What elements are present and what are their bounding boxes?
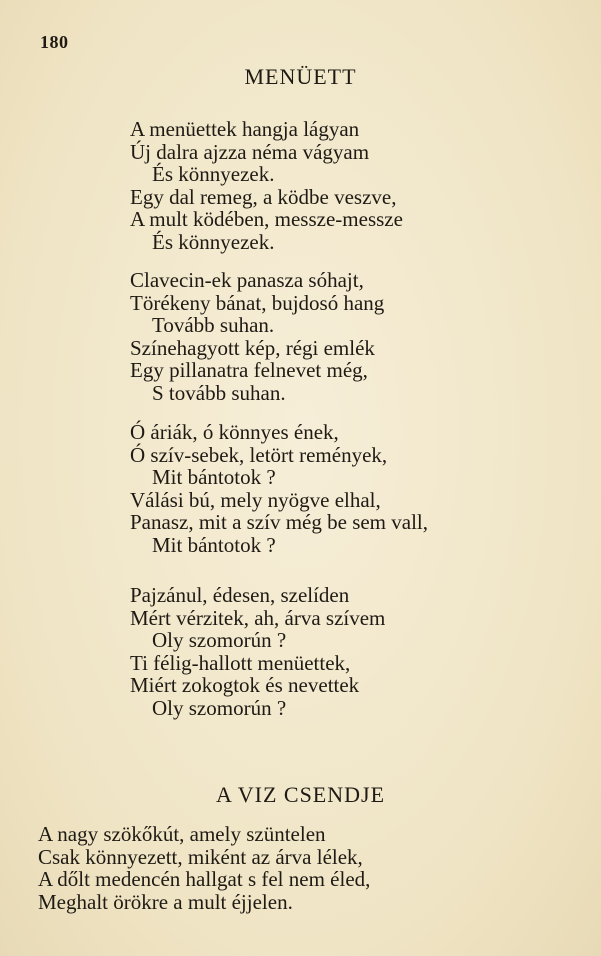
poem-title-menuett: MENÜETT: [244, 64, 357, 89]
verse-line: Színehagyott kép, régi emlék: [130, 335, 375, 360]
verse-line: Pajzánul, édesen, szelíden: [130, 583, 350, 607]
stanza-4: [130, 584, 385, 719]
verse-line: S tovább suhan.: [152, 380, 286, 405]
verse-line: Tovább suhan.: [152, 313, 275, 337]
verse-line: Egy pillanatra felnevet még,: [130, 358, 368, 382]
verse-line: A dőlt medencén hallgat s fel nem éled,: [38, 867, 371, 891]
stanza-viz-csendje: [38, 823, 370, 913]
verse-line: A mult ködében, messze-messze: [130, 207, 403, 231]
verse-line: Ó szív-sebek, letört remények,: [130, 442, 388, 467]
verse-line: Új dalra ajzza néma vágyam: [130, 139, 370, 164]
verse-line: A menüettek hangja lágyan: [130, 117, 360, 141]
verse-line: Oly szomorún ?: [152, 628, 287, 652]
verse-line: És könnyezek.: [152, 229, 275, 254]
verse-line: Clavecin-ek panasza sóhajt,: [130, 268, 364, 292]
verse-line: Csak könnyezett, miként az árva lélek,: [38, 844, 363, 869]
verse-line: Panasz, mit a szív még be sem vall,: [130, 510, 429, 534]
verse-line: Mit bántotok ?: [152, 532, 276, 557]
verse-line: Miért zokogtok és nevettek: [130, 673, 360, 697]
stanza-2: [130, 269, 384, 404]
page-number: 180: [40, 32, 69, 52]
stanza-3: [130, 421, 428, 556]
verse-line: Válási bú, mely nyögve elhal,: [130, 487, 381, 512]
poem-title-a-viz-csendje: A VIZ CSENDJE: [215, 782, 386, 807]
verse-line: És könnyezek.: [152, 162, 275, 186]
verse-line: Ti félig-hallott menüettek,: [130, 650, 351, 675]
verse-line: Mit bántotok ?: [152, 465, 276, 489]
verse-line: Meghalt örökre a mult éjjelen.: [38, 889, 293, 914]
verse-line: Ó áriák, ó könnyes ének,: [130, 420, 339, 444]
verse-line: Oly szomorún ?: [152, 695, 287, 720]
verse-line: A nagy szökőkút, amely szüntelen: [38, 822, 326, 846]
verse-line: Egy dal remeg, a ködbe veszve,: [130, 184, 397, 209]
verse-line: Mért vérzitek, ah, árva szívem: [130, 605, 386, 630]
verse-line: Törékeny bánat, bujdosó hang: [130, 290, 385, 315]
stanza-1: [130, 118, 403, 253]
